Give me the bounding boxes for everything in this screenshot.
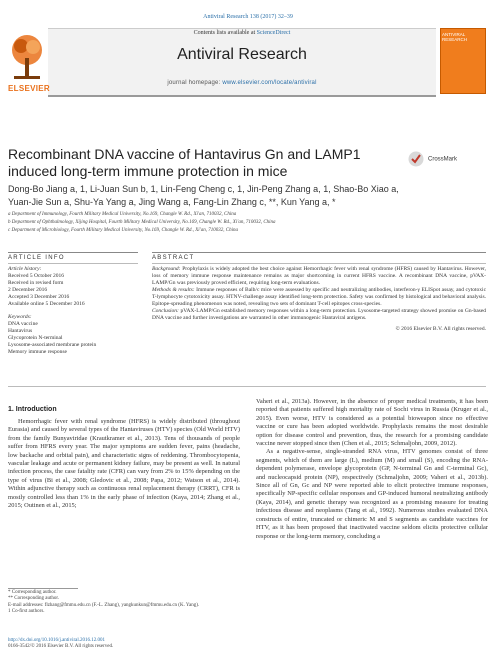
history-label: Article history:	[8, 266, 42, 272]
history-item: Accepted 3 December 2016	[8, 294, 70, 300]
authors-line-2: Yuan-Jie Sun a, Shu-Ya Yang a, Jing Wang a, Fang-Lin Zhang c, **, Kun Yang a, *	[8, 197, 336, 207]
keyword-item: Hantavirus	[8, 328, 33, 334]
front-matter-divider	[8, 386, 486, 387]
conclusion-text: pVAX-LAMP/Gn established memory responses within a long-term protection. Lysosome-targeted strategy showed promise on Gn-based DNA vaccine and further investigations are warranted in other immunogenic Hantaviral antigens.	[152, 308, 487, 321]
sciencedirect-link[interactable]: ScienceDirect	[256, 30, 291, 36]
paragraph: Vaheri et al., 2013a). However, in the absence of proper medical treatments, it has been reported that patients suffered high mortality rate of Sochi virus in Russia (Kruger et al., 2015). Even worse, HTV is considered as a potential bioweapon since no effective vaccine or cure has been adopted worldwide. Prophylaxis remains the most desirable option for disease control and prevention, thus, the research for a promising candidate vaccine never stopped since then (Chen et al., 2015; Schmaljohn, 2009, 2012).	[256, 398, 488, 448]
contents-prefix: Contents lists available at	[193, 30, 256, 36]
abstract-divider	[152, 252, 486, 253]
doi-link[interactable]: http://dx.doi.org/10.1016/j.antiviral.2016.12.001	[8, 638, 105, 643]
paragraph: Hemorrhagic fever with renal syndrome (HFRS) is widely distributed (throughout Eurasia) and caused by several types of the Hantaviruses (HTV) species (Old World HTV) from the family Bunyaviridae (Krautkramer et al., 2013). Tens of thousands of people suffer from HFRS every year. The major symptoms are sudden fever, pains (headache, low backache and orbital pain), and characteristic signs of reddening. Thrombocytopenia, vascular leakage and acute or permanent kidney failure, may be present as well. In natural infection process, the case fatality rate (CFR) can vary from 2% to 15% depending on the type of virus (Bi et al., 2008; Gledovic et al., 2008; Papa, 2012; Watson et al., 2014). Within adjunctive therapy such as continuous renal replacement therapy (CRRT), CFR is mostly controlled less than 1% in the early phase of infection (Kaya, 2014; Zhang et al., 2015; Outinen et al., 2015;	[8, 418, 240, 510]
contents-line	[48, 30, 436, 36]
abstract-rule	[152, 263, 486, 264]
elsevier-tree-logo	[8, 30, 46, 82]
affiliation-b: b Department of Ophthalmology, Xijing Hospital, Fourth Military Medical University, No.169, Changle W. Rd., Xi'an, 710032, China	[8, 220, 276, 225]
abstract-methods	[152, 287, 486, 308]
affiliation-a: a Department of Immunology, Fourth Military Medical University, No.169, Changle W. Rd., Xi'an, 710032, China	[8, 212, 237, 217]
article-info-heading: ARTICLE INFO	[8, 255, 65, 261]
page-footer	[8, 638, 308, 651]
footnote: * Corresponding author.	[8, 590, 57, 595]
homepage-link[interactable]: www.elsevier.com/locate/antiviral	[222, 80, 317, 86]
section-heading-introduction: 1. Introduction	[8, 406, 57, 413]
history-item: Received 5 October 2016	[8, 273, 65, 279]
cover-title: ANTIVIRAL RESEARCH	[442, 32, 468, 42]
publisher-name: ELSEVIER	[8, 84, 50, 93]
homepage-prefix: journal homepage:	[167, 80, 221, 86]
abstract-heading: ABSTRACT	[152, 255, 195, 261]
keyword-item: Memory immune response	[8, 349, 67, 355]
footnote-email[interactable]: E-mail addresses: flzhang@fmmu.edu.cn (F.-L. Zhang), yangkunkun@fmmu.edu.cn (K. Yang).	[8, 602, 200, 608]
author-list	[8, 183, 478, 209]
keyword-item: DNA vaccine	[8, 321, 38, 327]
keyword-item: Lysosome-associated membrane protein	[8, 342, 97, 348]
abstract-background	[152, 266, 486, 287]
keyword-item: Glycoprotein N-terminal	[8, 335, 63, 341]
background-label: Background:	[152, 266, 181, 272]
crossmark-icon	[408, 151, 424, 167]
footnotes	[8, 590, 240, 616]
article-info-divider	[8, 252, 138, 253]
copyright-notice: © 2016 Elsevier B.V. All rights reserved.	[395, 326, 486, 332]
history-item: Available online 5 December 2016	[8, 301, 85, 307]
journal-homepage	[48, 80, 436, 86]
issn-line: 0166-3542/© 2016 Elsevier B.V. All rights reserved.	[8, 644, 114, 650]
footnote: ** Corresponding author.	[8, 596, 59, 602]
journal-reference[interactable]: Antiviral Research 138 (2017) 32–39	[203, 14, 293, 20]
crossmark-label: CrossMark	[428, 156, 458, 163]
history-item: Received in revised form	[8, 280, 64, 286]
footnote: 1 Co-first authors.	[8, 609, 45, 615]
abstract-conclusion	[152, 308, 486, 322]
introduction-column-2	[256, 398, 488, 541]
authors-line-1: Dong-Bo Jiang a, 1, Li-Juan Sun b, 1, Lin-Feng Cheng c, 1, Jin-Peng Zhang a, 1, Shao-Bo Xiao a,	[8, 184, 399, 194]
conclusion-label: Conclusion:	[152, 308, 179, 314]
footnote-rule	[8, 588, 78, 589]
paragraph: As a negative-sense, single-stranded RNA virus, HTV genomes consist of three segments, which of them are large (L), medium (M) and small (S), encoding the RNA-dependent polymerase, envelope glycoprotein (GP, N-terminal Gn and C-terminal Gc), and nucleocapsid protein (NP), respectively (Schmaljohn, 2009; Vaheri et al., 2013b). Since all of Gn, Gc and NP were reported able to elicit protective immune responses, specifically NP-specific cellular responses and GP-induced humoral neutralizing antibody (Kaya, 2014), and genetic therapy was recognized as a promising measure for treating infectious disease and neoplasms (Tang et al., 1992). Numerous studies evaluated DNA constructs of entire, truncated or chimeric M and S segments as candidate vaccines for HTV, as it has been proposed that inactivated vaccine seldom elicits protective cellular response or the long-term memory, concluding a	[256, 448, 488, 540]
affiliation-c: c Department of Microbiology, Fourth Military Medical University, No.169, Changle W. Rd., Xi'an, 710032, China	[8, 228, 238, 233]
history-item: 2 December 2016	[8, 287, 48, 293]
article-info-panel	[8, 266, 138, 356]
introduction-column-1	[8, 418, 240, 510]
crossmark-badge[interactable]	[408, 150, 468, 168]
journal-title: Antiviral Research	[177, 46, 307, 63]
abstract-body	[152, 266, 486, 333]
article-info-rule	[8, 263, 138, 264]
methods-label: Methods & results:	[152, 287, 195, 293]
keywords-label: Keywords:	[8, 314, 32, 320]
article-title: Recombinant DNA vaccine of Hantavirus Gn and LAMP1 induced long-term immune protection in mice	[8, 146, 361, 179]
methods-text: Immune responses of Balb/c mice were assessed by specific and neutralizing antibodies, interferon-γ ELISpot assay, and cytotoxic T-lymphocyte cytotoxicity assay. HTNV-challenge assay identified long-term protection. Safety was confirmed by histological and behavioral analysis. Epitope-spreading phenomenon was noted, revealing two sets of dominant T-cell epitopes cross-species.	[152, 287, 487, 307]
background-text: Prophylaxis is widely adopted the best choice against Hemorrhagic fever with renal syndrome (HFRS) caused by Hantavirus. However, loss of memory immune response maintenance remains as major shortcoming in current HFRS vaccine. A recombinant DNA vaccine, pVAX-LAMP/Gn was previously proved efficient, requiring long-term evaluations.	[152, 266, 487, 286]
